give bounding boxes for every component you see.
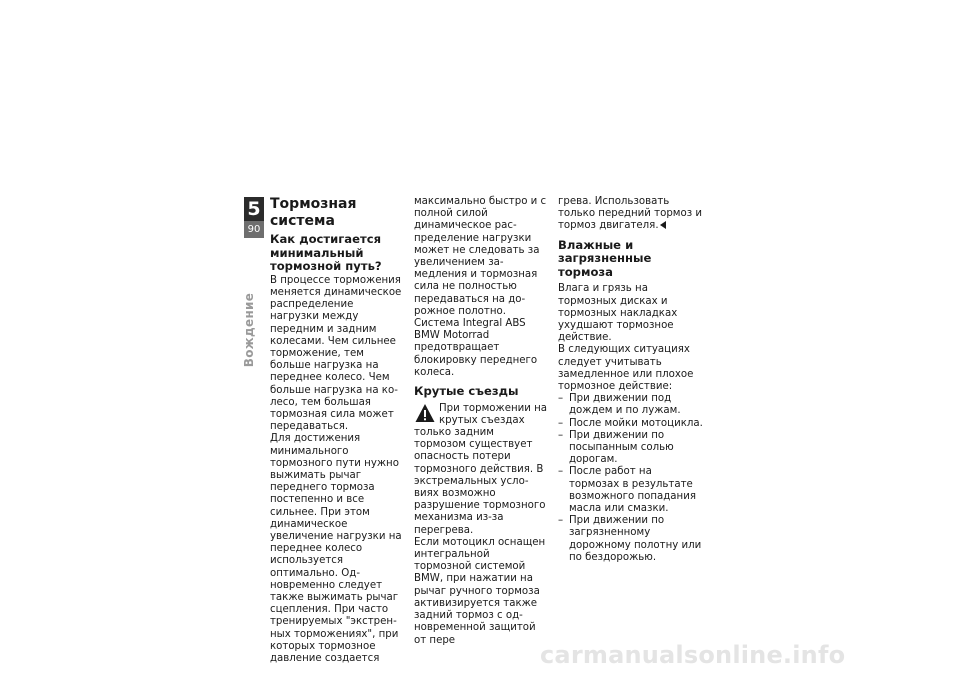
- warning-text: При торможении на крутых съездах только задним тормозом существует опасность потери тормозного действия. В экстремальных условиях возможно разрушение тормозного механизма из-за перегрева.: [414, 402, 548, 536]
- paragraph: [558, 196, 703, 233]
- end-mark-icon: [660, 221, 666, 229]
- watermark: carmanualsonline.info: [540, 641, 846, 669]
- conditions-list: [558, 393, 703, 564]
- paragraph: Для достижения минимального тормозного пути нужно выжимать рычаг переднего тормоза постепенно и все сильнее. При этом динамическое увеличение нагрузки на переднее колесо используется оптимально. Одновременно следует также выжимать рычаг сцепления. При часто тренируемых "экстренных торможениях", при которых тормозное давление создается: [270, 433, 402, 665]
- heading-wet-brakes: Влажные и загрязненные тормоза: [558, 237, 652, 279]
- page-number: 90: [247, 224, 261, 235]
- list-item: – При движении по посыпанным солью дорогам.: [558, 430, 703, 467]
- paragraph: Влага и грязь на тормозных дисках и тормозных накладках ухудшают тормозное действие.: [558, 283, 678, 344]
- list-item: – После работ на тормозах в результате возможного попадания масла или смазки.: [558, 466, 703, 515]
- heading-min-braking: Как достигается минимальный тормозной путь?: [270, 232, 382, 274]
- paragraph-text: грева. Использовать только передний тормоз и тормоз двигателя.: [558, 196, 702, 232]
- text-column-3: [558, 196, 703, 564]
- paragraph: Если мотоцикл оснащен интегральной тормозной системой BMW, при нажатии на рычаг ручного тормоза активизируется также задний тормоз с одновременной защитой от пере: [414, 536, 546, 646]
- paragraph: BMW Motorrad предотвращает блокировку переднего колеса.: [414, 330, 538, 378]
- heading-steep-descents: Крутые съезды: [414, 384, 519, 399]
- list-item: – При движении по загрязненному дорожному полотну или по бездорожью.: [558, 515, 703, 564]
- chapter-side-label: Вождение: [242, 292, 256, 368]
- section-title: Тормозная система: [270, 196, 357, 229]
- list-item: – При движении под дождем и по лужам.: [558, 393, 703, 417]
- text-column-2: [414, 196, 549, 647]
- chapter-number-box: [244, 197, 264, 221]
- list-item: – После мойки мотоцикла.: [558, 418, 703, 430]
- chapter-number: 5: [247, 198, 261, 220]
- warning-icon: [415, 403, 435, 423]
- text-column-1: [270, 196, 405, 665]
- paragraph: В процессе торможения меняется динамическое распределение нагрузки между передним и задним колесами. Чем сильнее торможение, тем больше нагрузка на переднее колесо. Чем больше нагрузка на колесо, тем большая тормозная сила может передаваться.: [270, 274, 402, 433]
- paragraph: В следующих ситуациях следует учитывать замедленное или плохое тормозное действие:: [558, 344, 694, 393]
- paragraph: максимально быстро и с полной силой динамическое распределение нагрузки может не следовать за увеличением замедления и тормозная сила не полностью передаваться на дорожное полотно.: [414, 196, 547, 317]
- warning-block: [414, 403, 549, 537]
- paragraph-abs-title: Система Integral ABS: [414, 318, 526, 330]
